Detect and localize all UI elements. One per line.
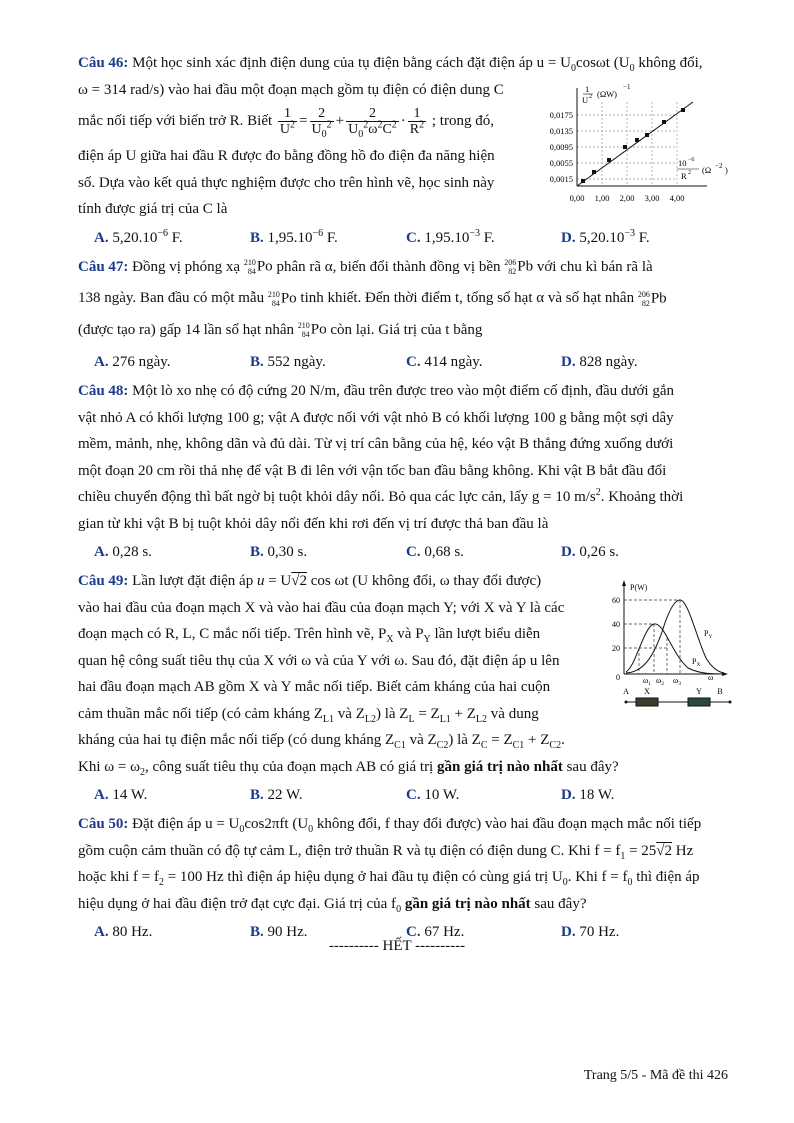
point [581, 179, 585, 183]
q47-option-d[interactable]: D. 828 ngày. [561, 354, 638, 370]
q46-option-d[interactable]: D. $5,20.10^{-3}$ F. [561, 227, 650, 246]
w2-label: $\omega_2$ [656, 676, 665, 687]
box-x [636, 698, 658, 706]
svg-text:−2: −2 [715, 162, 723, 170]
q50-option-c[interactable]: C. 67 Hz. [406, 924, 465, 940]
point [645, 133, 649, 137]
q46-graph [535, 82, 745, 210]
svg-text:(Ω: (Ω [702, 165, 712, 175]
point [681, 108, 685, 112]
svg-text:B: B [717, 687, 723, 696]
x-tick: 1,00 [594, 193, 610, 203]
x-tick: 3,00 [644, 193, 660, 203]
x-tick: 0,00 [569, 193, 585, 203]
svg-text:A: A [623, 687, 629, 696]
q50-option-b[interactable]: B. 90 Hz. [250, 924, 308, 940]
point [623, 145, 627, 149]
y-tick: 40 [612, 620, 620, 629]
y-tick: 0,0175 [549, 110, 573, 120]
q49-options [78, 782, 738, 809]
pb-nuclide: 206 82 Pb [504, 258, 534, 277]
y-tick: 20 [612, 644, 620, 653]
point [592, 170, 596, 174]
q48-option-a[interactable]: A. 0,28 s. [94, 544, 152, 560]
p-axis-label: P(W) [630, 583, 648, 592]
q46-label: Câu 46: [78, 55, 129, 71]
q46-options [78, 225, 738, 252]
y-axis-label [582, 83, 631, 105]
q46-option-a[interactable]: A. $5,20.10^{-6}$ F. [94, 227, 183, 246]
exam-page: Câu 46: Một học sinh xác định điện dung của tụ điện bằng cách đặt điện áp $u = U_0\cos\omega t$ ($U_0$ không đổi, ω = 314 rad/s) vào hai đầu một đoạn mạch gồm tụ điện có điện dung C mắc nối tiếp với biến trở R. Biết $\frac{1}{U^2}$ = $\frac{2}{U_0^2}$ + $\frac{2}{U_0^2\omega^2C^2}$ · $\frac{1}{R^2}$ ; trong đó, điện áp U giữa hai đầu R được đo bằng đồng hồ đo điện đa năng hiện số. Dựa vào kết quả thực nghiệm được cho trên hình vẽ, học sinh này tính được giá trị của C là A. $5,20.10^{-6}$ F. B. $1,95.10^{-6}$ F. C. $1,95.10^{-3}$ F. D. $5,20.10^{-3}$ F. Câu 47: Đồng vị phóng xạ 210 84 Po phân rã α, biến đổi thành đồng vị bền 206 82 Pb với chu kì bán rã là 138 ngày. Ban đầu có một mẫu 210 84 Po tinh khiết. Đến thời điểm t, tổng số hạt α và số hạt nhân 206 82 Pb (được tạo ra) gấp 14 lần số hạt nhân 210 84 Po còn lại. Giá trị của t bằng A. 276 ngày. B. 552 ngày. C. 414 ngày. D. 828 ngày. Câu 48: Một lò xo nhẹ có độ cứng 20 N/m, đầu trên được treo vào một điểm cố định, đầu dưới gắn vật nhỏ A có khối lượng 100 g; vật A được nối với vật nhỏ B có khối lượng 100 g bằng một sợi dây mềm, mảnh, nhẹ, không dãn và đủ dài. Từ vị trí cân bằng của hệ, kéo vật B thẳng đứng xuống dưới một đoạn 20 cm rồi thả nhẹ để vật B đi lên với vận tốc ban đầu bằng không. Khi vật B bắt đầu đổi chiều chuyển động thì bất ngờ bị tuột khỏi dây nối. Bỏ qua các lực cản, lấy g = 10 $m/s^2$. Khoảng thời gian từ khi vật B bị tuột khỏi dây nối đến khi rơi đến vị trí được thả ban đầu là A. 0,28 s. B. 0,30 s. C. 0,68 s. D. 0,26 s. Câu 49: Lần lượt đặt điện áp u = U√2 cos ωt (U không đổi, ω thay đổi được) vào hai đầu của đoạn mạch X và vào hai đầu của đoạn mạch Y; với X và Y là các đoạn mạch có R, L, C mắc nối tiếp. Trên hình vẽ, $P_X$ và $P_Y$ lần lượt biểu diễn quan hệ công suất tiêu thụ của X với ω và của Y với ω. Sau đó, đặt điện áp u lên hai đầu đoạn mạch AB gồm X và Y mắc nối tiếp. Biết cảm kháng của hai cuộn cảm thuần mắc nối tiếp (có cảm kháng $Z_{L1}$ và $Z_{L2}$) là $Z_L = Z_{L1} + Z_{L2}$ và dung kháng của hai tụ điện mắc nối tiếp (có dung kháng $Z_{C1}$ và $Z_{C2}$) là $Z_C = Z_{C1} + Z_{C2}$. Khi $\omega = \omega_2$, công suất tiêu thụ của đoạn mạch AB có giá trị gần giá trị nào nhất sau đây? A. 14 W. B. 22 W. C. 10 W. D. 18 W. Câu 50: Đặt điện áp $u = U_0\cos 2\pi ft$ ($U_0$ không đổi, f thay đổi được) vào hai đầu đoạn mạch mắc nối tiếp gồm cuộn cảm thuần có độ tự cảm L, điện trở thuần R và tụ điện có điện dung C. Khi $f = f_1 = 25√2$ Hz hoặc khi $f = f_2 = 100$ Hz thì điện áp hiệu dụng ở hai đầu tụ điện có cùng giá trị $U_0$. Khi $f = f_0$ thì điện áp hiệu dụng ở hai đầu điện trở đạt cực đại. Giá trị của $f_0$ gần giá trị nào nhất sau đây? A. 80 Hz. B. 90 Hz. C. 67 Hz. D. 70 Hz. [78, 50, 738, 948]
q49-label: Câu 49: [78, 573, 129, 589]
svg-text:R: R [681, 171, 687, 181]
origin-label: 0 [616, 673, 620, 682]
point [607, 158, 611, 162]
q49-option-b[interactable]: B. 22 W. [250, 787, 303, 803]
q48-option-b[interactable]: B. 0,30 s. [250, 544, 308, 560]
px-curve [626, 624, 724, 674]
po-nuclide: 210 84 Po [243, 258, 273, 277]
q47-option-a[interactable]: A. 276 ngày. [94, 354, 171, 370]
q47-option-c[interactable]: C. 414 ngày. [406, 354, 483, 370]
omega-axis-label: ω [708, 673, 714, 682]
svg-text:−6: −6 [688, 157, 695, 163]
w3-label: $\omega_3$ [673, 676, 682, 687]
end-marker: ---------- HẾT ---------- [328, 938, 466, 954]
svg-text:−1: −1 [623, 83, 631, 91]
x-axis-label [677, 157, 728, 181]
q46-option-b[interactable]: B. $1,95.10^{-6}$ F. [250, 227, 338, 246]
svg-text:2: 2 [688, 170, 691, 176]
py-label: $P_Y$ [704, 629, 713, 640]
svg-text:10: 10 [678, 158, 687, 168]
svg-text:1: 1 [585, 84, 590, 94]
q49-option-d[interactable]: D. 18 W. [561, 787, 615, 803]
point [662, 120, 666, 124]
svg-text:2: 2 [589, 94, 592, 100]
q48-option-c[interactable]: C. 0,68 s. [406, 544, 464, 560]
q49-option-c[interactable]: C. 10 W. [406, 787, 460, 803]
q47-options [78, 349, 738, 376]
y-tick: 0,0135 [549, 126, 573, 136]
q47-option-b[interactable]: B. 552 ngày. [250, 354, 326, 370]
y-tick: 0,0095 [549, 142, 573, 152]
q50-option-d[interactable]: D. 70 Hz. [561, 924, 620, 940]
q50-label: Câu 50: [78, 816, 129, 832]
x-tick: 4,00 [669, 193, 685, 203]
q48-option-d[interactable]: D. 0,26 s. [561, 544, 619, 560]
q50-option-a[interactable]: A. 80 Hz. [94, 924, 153, 940]
circuit-ab [623, 687, 731, 706]
svg-text:(ΩW): (ΩW) [597, 89, 618, 99]
svg-text:X: X [644, 687, 650, 696]
q48-options [78, 539, 738, 566]
y-tick: 0,0055 [549, 158, 573, 168]
q48-label: Câu 48: [78, 383, 129, 399]
svg-text:): ) [725, 165, 728, 175]
q47-label: Câu 47: [78, 258, 129, 275]
q49-power-graph [612, 576, 744, 710]
px-label: $P_X$ [692, 657, 701, 668]
q46-option-c[interactable]: C. $1,95.10^{-3}$ F. [406, 227, 495, 246]
svg-text:U: U [582, 95, 589, 105]
x-tick: 2,00 [619, 193, 635, 203]
w1-label: $\omega_1$ [643, 676, 652, 687]
eq-frac-1: $\frac{1}{U^2}$ [279, 106, 296, 138]
page-footer: Trang 5/5 - Mã đề thi 426 [583, 1068, 728, 1083]
y-tick: 0,0015 [549, 174, 573, 184]
y-tick: 60 [612, 596, 620, 605]
point [635, 138, 639, 142]
q49-option-a[interactable]: A. 14 W. [94, 787, 148, 803]
box-y [688, 698, 710, 706]
svg-text:Y: Y [696, 687, 702, 696]
